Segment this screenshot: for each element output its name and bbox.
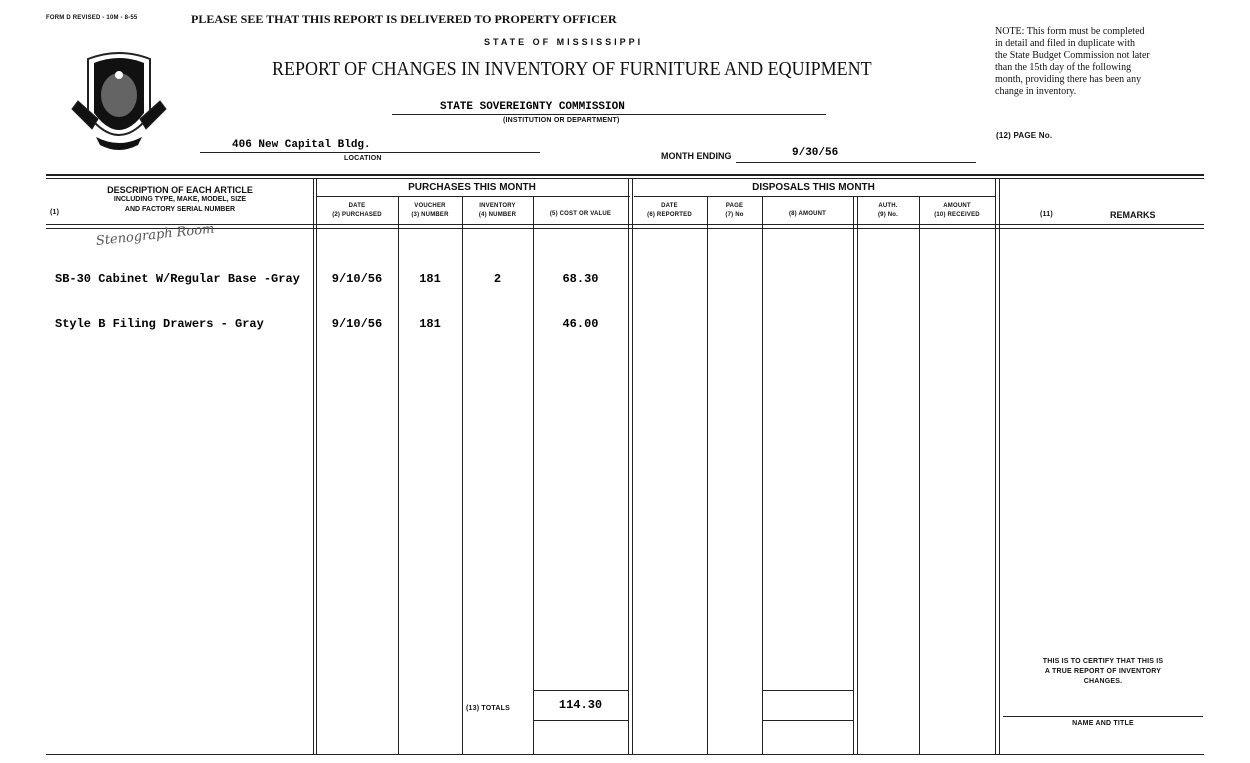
location-label: LOCATION: [344, 155, 382, 162]
handwritten-note: Stenograph Room: [95, 221, 216, 249]
row-description: Style B Filing Drawers - Gray: [55, 317, 264, 331]
institution-value: STATE SOVEREIGNTY COMMISSION: [440, 101, 625, 113]
totals-label: (13) TOTALS: [466, 705, 510, 712]
row-cost: 68.30: [562, 272, 599, 286]
note-block: NOTE: This form must be completed in detail and filed in duplicate with the State Budget Commission not later than the 15th day of the following month, providing there has been any change in inventory.: [995, 26, 1150, 97]
month-ending-label: MONTH ENDING: [661, 151, 732, 161]
purchases-header: PURCHASES THIS MONTH: [408, 182, 536, 193]
state-seal-icon: [68, 45, 170, 157]
row-cost: 46.00: [562, 317, 599, 331]
col-date-purchased: DATE (2) PURCHASED: [332, 203, 382, 218]
top-notice: PLEASE SEE THAT THIS REPORT IS DELIVERED TO PROPERTY OFFICER: [191, 12, 617, 26]
row-date-purchased: 9/10/56: [331, 272, 383, 286]
col-remarks: REMARKS: [1110, 210, 1156, 220]
col-amount: (8) AMOUNT: [788, 211, 827, 217]
remarks-col-number: (11): [1040, 211, 1053, 218]
name-and-title-label: NAME AND TITLE: [1072, 720, 1134, 727]
totals-value: 114.30: [558, 698, 603, 712]
row-inventory: 2: [493, 272, 502, 286]
row-voucher: 181: [419, 317, 441, 331]
state-name: STATE OF MISSISSIPPI: [484, 37, 644, 47]
form-id: FORM D REVISED - 10M - 8-55: [46, 15, 138, 21]
form-title: REPORT OF CHANGES IN INVENTORY OF FURNITURE AND EQUIPMENT: [272, 58, 872, 80]
page-no-label: (12) PAGE No.: [996, 131, 1053, 140]
col-cost-or-value: (5) COST OR VALUE: [549, 211, 612, 217]
col-amount-received: AMOUNT (10) RECEIVED: [934, 203, 980, 218]
col-auth-no: AUTH. (9) No.: [877, 203, 899, 218]
certification-text: THIS IS TO CERTIFY THAT THIS IS A TRUE REPORT OF INVENTORY CHANGES.: [1042, 658, 1164, 685]
col-voucher-number: VOUCHER (3) NUMBER: [411, 203, 449, 218]
description-header: DESCRIPTION OF EACH ARTICLE INCLUDING TYPE, MAKE, MODEL, SIZE AND FACTORY SERIAL NUMBER: [107, 185, 253, 213]
description-col-number: (1): [50, 209, 60, 216]
row-description: SB-30 Cabinet W/Regular Base -Gray: [55, 272, 300, 286]
institution-label: (INSTITUTION OR DEPARTMENT): [503, 117, 620, 124]
month-ending-value: 9/30/56: [792, 147, 839, 159]
disposals-header: DISPOSALS THIS MONTH: [752, 182, 875, 193]
col-date-reported: DATE (6) REPORTED: [647, 203, 692, 218]
row-date-purchased: 9/10/56: [331, 317, 383, 331]
row-voucher: 181: [419, 272, 441, 286]
location-value: 406 New Capital Bldg.: [232, 139, 371, 151]
col-page-no: PAGE (7) No: [725, 203, 744, 218]
col-inventory-number: INVENTORY (4) NUMBER: [478, 203, 517, 218]
